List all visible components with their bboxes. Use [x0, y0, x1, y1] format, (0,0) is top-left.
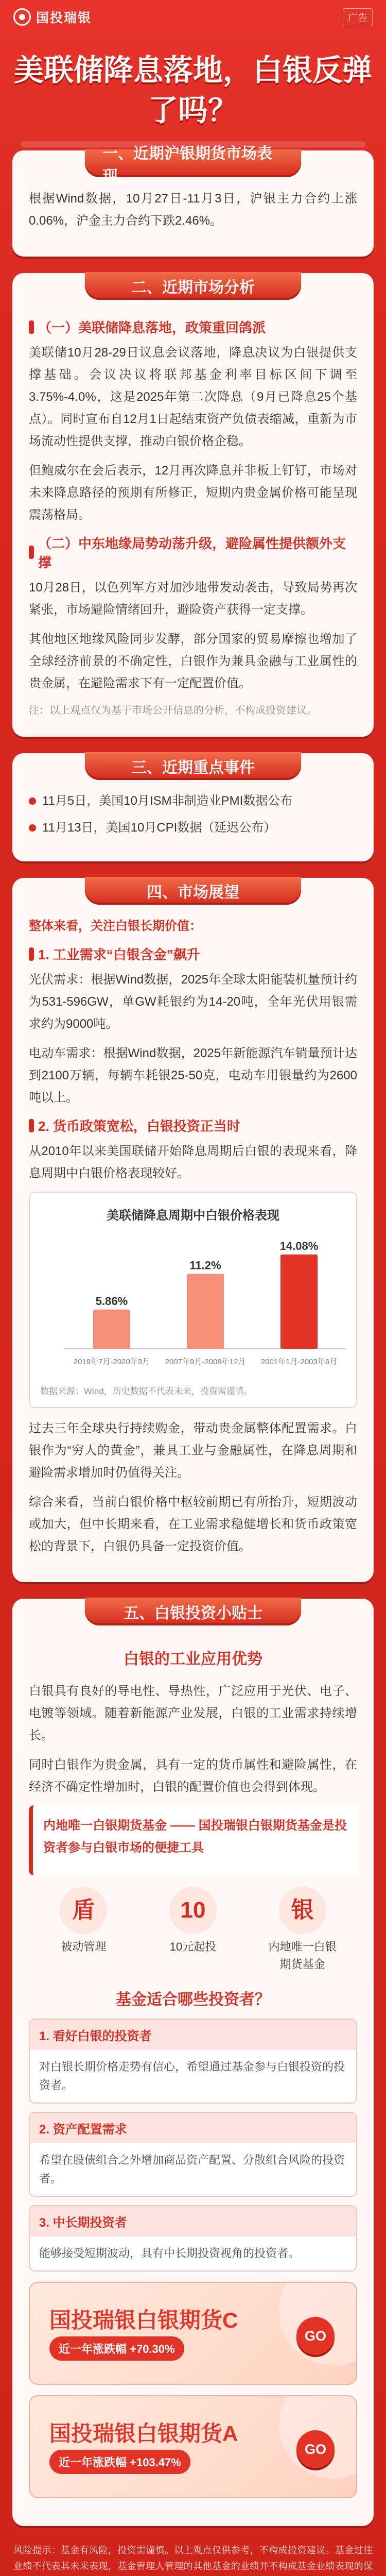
chart-source-note: 数据来源：Wind，历史数据不代表未来，投资需谨慎。	[40, 1386, 253, 1396]
analysis-paragraph: 其他地区地缘风险同步发酵，部分国家的贸易摩擦也增加了全球经济前景的不确定性，白银作为兼具金融与工业属性的贵金属，在避险需求下有一定配置价值。	[29, 632, 357, 690]
analysis-subtitle-geopolitics: （二）中东地缘局势动荡升级，避险属性提供额外支撑	[29, 533, 357, 571]
market-performance-text: 根据Wind数据，10月27日-11月3日，沪银主力合约上涨0.06%，沪金主力合约下跌2.46%。	[29, 192, 357, 228]
brand-mark-icon	[13, 8, 31, 26]
go-button[interactable]: GO	[296, 2430, 335, 2468]
investor-type: 2. 资产配置需求 希望在股债组合之外增加商品资产配置、分散组合风险的投资者。	[29, 2112, 357, 2197]
fund-name: 国投瑞银白银期货C	[49, 2308, 238, 2332]
bullet-icon	[29, 1119, 34, 1132]
analysis-paragraph: 10月28日，以色列军方对加沙地带发动袭击，导致局势再次紧张，市场避险情绪回升，避险资产获得一定支撑。	[29, 581, 357, 617]
fund-return-stat: 近一年涨跌幅 +70.30%	[49, 2336, 184, 2361]
bullet-icon	[29, 546, 34, 559]
ad-label: 广告	[343, 8, 373, 26]
analysis-subtitle-rate-cut: （一）美联储降息落地，政策重回鸽派	[29, 317, 357, 336]
outlook-subtitle-policy: 2. 货币政策宽松，白银投资正当时	[29, 1116, 357, 1135]
tips-paragraph: 同时白银作为贵金属，具有一定的货币属性和避险属性，在经济不确定性增加时，白银的配置价值也会得到体现。	[29, 1758, 357, 1794]
key-events-card	[12, 753, 374, 861]
silver-bar-icon: 银	[279, 1887, 326, 1934]
fund-highlight: 内地唯一白银期货基金 —— 国投瑞银白银期货基金是投资者参与白银市场的便捷工具	[29, 1805, 357, 1875]
outlook-subtitle-industry: 1. 工业需求“白银含金”飙升	[29, 944, 357, 963]
fund-benefits	[29, 1887, 357, 1973]
risk-disclosure: 风险提示：基金有风险，投资需谨慎。以上观点仅供参考，不构成投资建议。基金过往业绩不代表其未来表现，基金管理人管理的其他基金的业绩并不构成基金业绩表现的保	[13, 2545, 373, 2571]
bar-value-label: 11.2%	[189, 1259, 221, 1272]
market-outlook-card	[12, 878, 374, 1582]
outlook-paragraph: 光伏需求：根据Wind数据，2025年全球太阳能装机量预计约为531-596GW，单GW耗银约为14-20吨，全年光伏用银需求约为9000吨。	[29, 973, 357, 1031]
fund-fit-title: 基金适合哪些投资者？	[116, 1991, 270, 2008]
event-dot-icon	[29, 798, 36, 805]
outlook-paragraph: 电动车需求：根据Wind数据，2025年新能源汽车销量预计达到2100万辆，每辆车耗银25-50克，电动车用银量约为2600吨以上。	[29, 1046, 357, 1105]
analysis-paragraph: 但鲍威尔在会后表示，12月再次降息并非板上钉钉，市场对未来降息路径的预期有所修正，短期内贵金属价格可能呈现震荡格局。	[29, 464, 357, 522]
hero-banner	[0, 34, 386, 150]
bar-value-label: 5.86%	[95, 1294, 128, 1308]
bullet-icon	[29, 947, 34, 961]
outlook-paragraph: 综合来看，当前白银价格中枢较前期已有所抬升，短期波动或加大，但中长期来看，在工业需求稳健增长和货币政策宽松的背景下，白银仍具备一定投资价值。	[29, 1495, 357, 1553]
silver-fund-a-card[interactable]	[29, 2395, 357, 2498]
fund-return-stat: 近一年涨跌幅 +103.47%	[49, 2450, 190, 2474]
benefit-unique: 银 内地唯一白银期货基金	[264, 1887, 341, 1973]
chart-bar	[93, 1310, 130, 1349]
bar-value-label: 14.08%	[279, 1239, 319, 1252]
silver-rate-cut-chart	[29, 1192, 357, 1408]
section-title: 五、白银投资小贴士	[85, 1598, 301, 1625]
bullet-icon	[29, 320, 34, 334]
silver-tips-card	[12, 1599, 374, 2526]
investor-type: 1. 看好白银的投资者 对白银长期价格走势有信心，希望通过基金参与白银投资的投资者。	[29, 2019, 357, 2104]
analysis-note: 注：以上观点仅为基于市场公开信息的分析，不构成投资建议。	[29, 705, 317, 716]
brand-name: 国投瑞银	[36, 11, 92, 25]
x-tick-label: 2019年7月-2020年3月	[73, 1358, 150, 1366]
market-analysis-card	[12, 273, 374, 737]
chart-title: 美联储降息周期中白银价格表现	[107, 1209, 279, 1223]
investor-type: 3. 中长期投资者 能够接受短期波动，具有中长期投资视角的投资者。	[29, 2205, 357, 2272]
event-item: 11月13日，美国10月CPI数据（延迟公布）	[29, 817, 357, 839]
outlook-paragraph: 过去三年全球央行持续购金，带动贵金属整体配置需求。白银作为“穷人的黄金”，兼具工业与金融属性，在降息周期和避险需求增加时仍值得关注。	[29, 1421, 357, 1480]
outlook-paragraph: 从2010年以来美国联储开始降息周期后白银的表现来看，降息周期中白银价格表现较好。	[29, 1144, 357, 1180]
market-performance-card	[12, 145, 374, 257]
industrial-advantage-title: 白银的工业应用优势	[124, 1651, 262, 1668]
hero-title: 美联储降息落地，白银反弹了吗？	[13, 54, 372, 127]
brand-logo[interactable]	[13, 8, 92, 26]
x-tick-label: 2007年9月-2008年12月	[165, 1358, 246, 1366]
chart-bar	[280, 1255, 318, 1349]
outlook-intro: 整体来看，关注白银长期价值：	[29, 919, 202, 933]
benefit-minimum: 10 10元起投	[154, 1887, 232, 1973]
tips-paragraph: 白银具有良好的导电性、导热性，广泛应用于光伏、电子、电镀等领域。随着新能源产业发展，白银的工业需求持续增长。	[29, 1684, 357, 1742]
section-title: 二、近期市场分析	[85, 272, 301, 300]
analysis-paragraph: 美联储10月28-29日议息会议落地，降息决议为白银提供支撑基础。会议决议将联邦基金利率目标区间下调至3.75%-4.0%，这是2025年第二次降息（9月已降息25个基点）。同时宣布自12月1日起结束资产负债表缩减，重新为市场流动性提供支撑，推动白银价格企稳。	[29, 346, 357, 448]
coin-icon: 10	[169, 1887, 217, 1934]
go-button[interactable]: GO	[296, 2317, 335, 2355]
event-dot-icon	[29, 824, 36, 832]
fund-name: 国投瑞银白银期货A	[49, 2421, 238, 2446]
section-title: 一、近期沪银期货市场表现	[85, 149, 301, 177]
bar-chart-svg	[40, 1227, 356, 1382]
benefit-passive: 盾 被动管理	[45, 1887, 122, 1973]
section-title: 三、近期重点事件	[85, 752, 301, 780]
silver-fund-c-card[interactable]	[29, 2282, 357, 2385]
section-title: 四、市场展望	[85, 877, 301, 905]
x-tick-label: 2001年1月-2003年6月	[260, 1358, 338, 1366]
shield-icon: 盾	[60, 1887, 107, 1934]
top-bar	[0, 0, 386, 34]
chart-bar	[187, 1274, 224, 1349]
event-item: 11月5日，美国10月ISM非制造业PMI数据公布	[29, 790, 357, 812]
